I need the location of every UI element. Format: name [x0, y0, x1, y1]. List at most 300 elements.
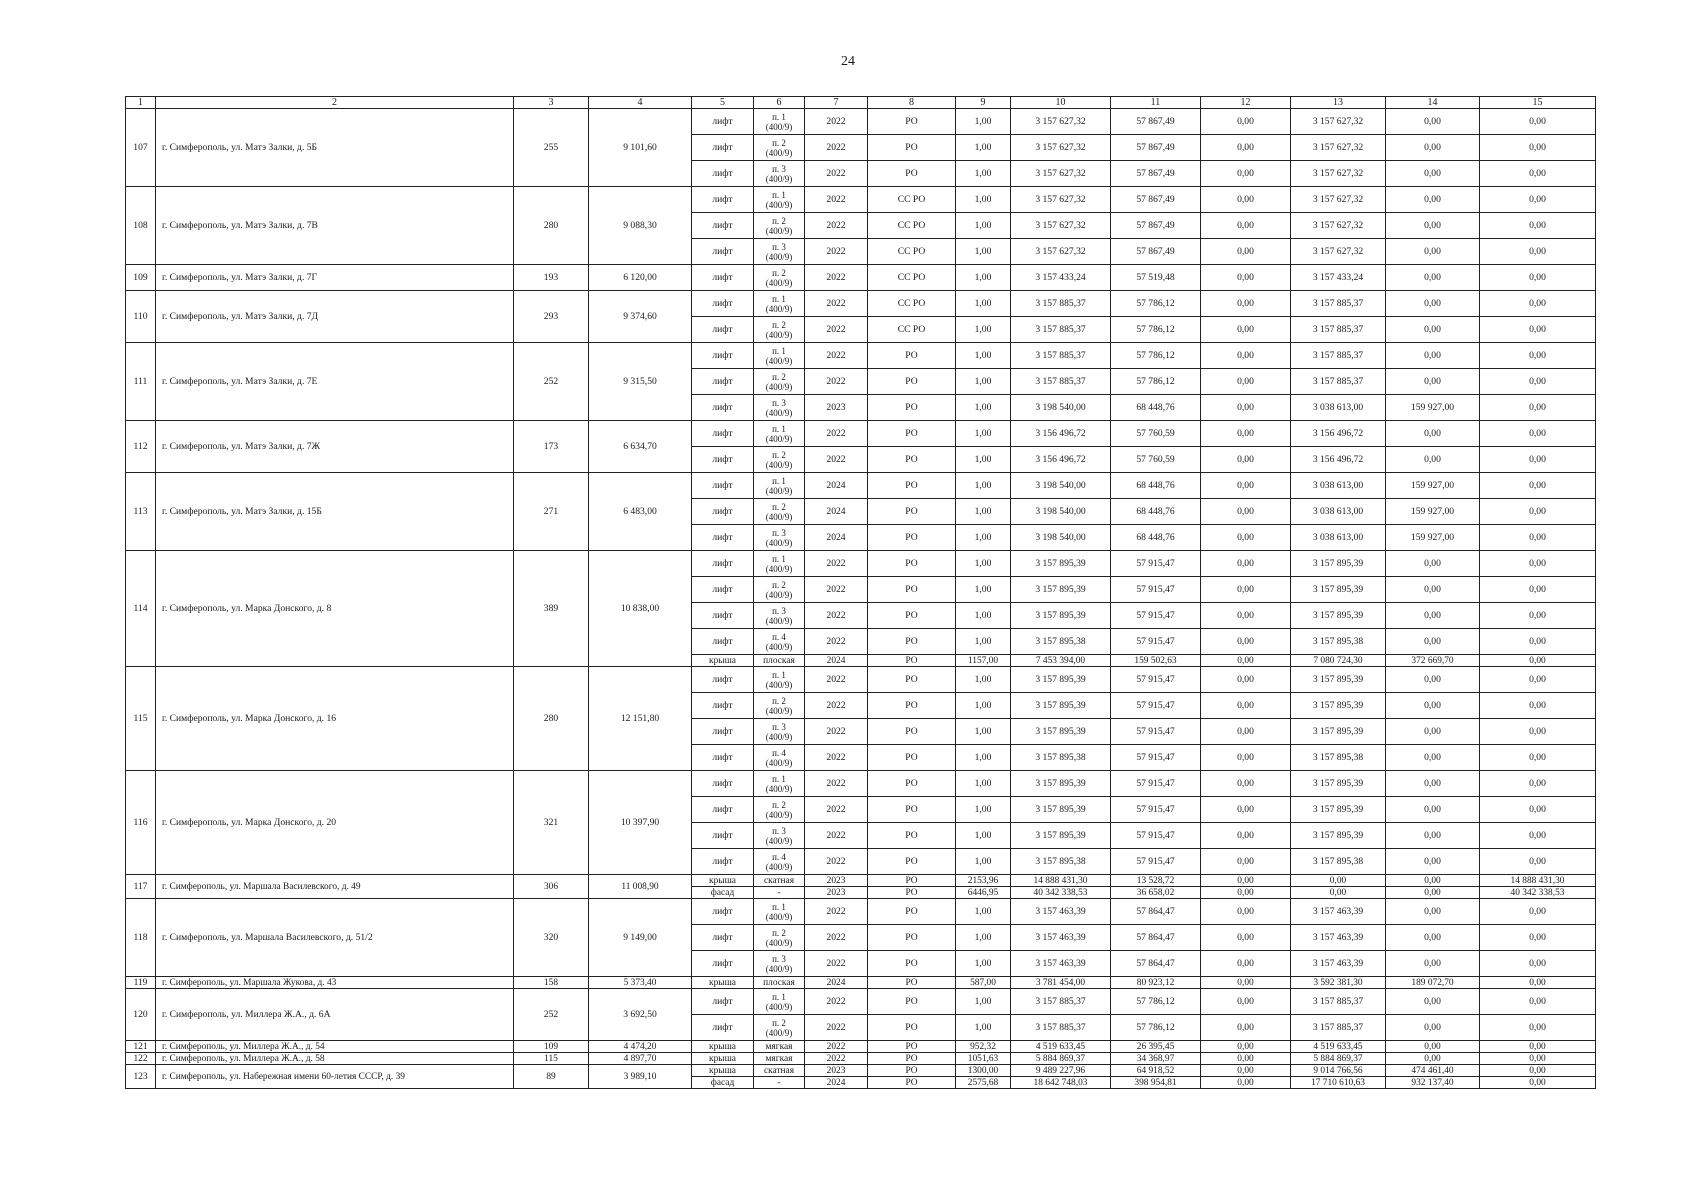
amount-cell: 0,00: [1386, 629, 1480, 655]
quantity-cell: 1,00: [956, 447, 1011, 473]
address-cell: г. Симферополь, ул. Миллера Ж.А., д. 54: [156, 1041, 514, 1053]
parameter-line: (400/9): [765, 459, 793, 470]
amount-cell: 0,00: [1480, 525, 1596, 551]
apartments-cell: 89: [514, 1065, 589, 1089]
unit-cost-cell: 57 867,49: [1111, 187, 1201, 213]
funding-source-cell: РО: [868, 887, 956, 899]
amount-cell: 0,00: [1480, 797, 1596, 823]
unit-cost-cell: 57 915,47: [1111, 745, 1201, 771]
cost-cell: 3 156 496,72: [1011, 447, 1111, 473]
cost-cell: 3 157 885,37: [1011, 317, 1111, 343]
address-cell: г. Симферополь, ул. Матэ Залки, д. 7Е: [156, 343, 514, 421]
col-header: 3: [514, 97, 589, 109]
apartments-cell: 193: [514, 265, 589, 291]
amount-cell: 0,00: [1480, 951, 1596, 977]
parameter-line: п. 3: [772, 721, 786, 732]
cost-cell: 3 157 895,39: [1011, 551, 1111, 577]
table-row: [126, 265, 1596, 291]
parameter-cell: [754, 925, 805, 951]
parameter-line: (400/9): [765, 757, 793, 768]
parameter-line: (400/9): [765, 589, 793, 600]
funding-source-cell: РО: [868, 989, 956, 1015]
parameter-line: п. 3: [772, 163, 786, 174]
parameter-cell: [754, 823, 805, 849]
funding-source-cell: РО: [868, 745, 956, 771]
amount-cell: 3 157 885,37: [1291, 291, 1386, 317]
cost-cell: 3 157 627,32: [1011, 135, 1111, 161]
amount-cell: 0,00: [1201, 989, 1291, 1015]
unit-cost-cell: 159 502,63: [1111, 655, 1201, 667]
amount-cell: 0,00: [1386, 109, 1480, 135]
work-type-cell: лифт: [692, 797, 754, 823]
parameter-line: п. 2: [772, 1017, 786, 1028]
amount-cell: 0,00: [1201, 369, 1291, 395]
unit-cost-cell: 57 915,47: [1111, 771, 1201, 797]
amount-cell: 0,00: [1480, 317, 1596, 343]
parameter-line: (400/9): [765, 911, 793, 922]
amount-cell: 3 157 433,24: [1291, 265, 1386, 291]
address-cell: г. Симферополь, ул. Матэ Залки, д. 5Б: [156, 109, 514, 187]
quantity-cell: 1,00: [956, 187, 1011, 213]
parameter-cell: [754, 875, 805, 887]
row-number-cell: 109: [126, 265, 156, 291]
address-cell: г. Симферополь, ул. Матэ Залки, д. 7Д: [156, 291, 514, 343]
apartments-cell: 293: [514, 291, 589, 343]
year-cell: 2022: [805, 951, 868, 977]
work-type-cell: крыша: [692, 655, 754, 667]
work-type-cell: лифт: [692, 1015, 754, 1041]
amount-cell: 0,00: [1386, 1041, 1480, 1053]
funding-source-cell: РО: [868, 693, 956, 719]
amount-cell: 3 157 885,37: [1291, 343, 1386, 369]
area-cell: 9 149,00: [589, 899, 692, 977]
col-header: 2: [156, 97, 514, 109]
parameter-cell: [754, 977, 805, 989]
parameter-line: п. 1: [772, 669, 786, 680]
apartments-cell: 255: [514, 109, 589, 187]
year-cell: 2024: [805, 1077, 868, 1089]
cost-cell: 3 781 454,00: [1011, 977, 1111, 989]
work-type-cell: лифт: [692, 161, 754, 187]
amount-cell: 0,00: [1480, 473, 1596, 499]
table-row: [126, 899, 1596, 925]
year-cell: 2022: [805, 369, 868, 395]
year-cell: 2022: [805, 693, 868, 719]
year-cell: 2024: [805, 473, 868, 499]
amount-cell: 0,00: [1480, 135, 1596, 161]
year-cell: 2022: [805, 447, 868, 473]
quantity-cell: 1,00: [956, 823, 1011, 849]
area-cell: 4 474,20: [589, 1041, 692, 1053]
amount-cell: 3 156 496,72: [1291, 421, 1386, 447]
work-type-cell: лифт: [692, 629, 754, 655]
row-number-cell: 115: [126, 667, 156, 771]
area-cell: 5 373,40: [589, 977, 692, 989]
work-type-cell: лифт: [692, 603, 754, 629]
amount-cell: 0,00: [1386, 823, 1480, 849]
funding-source-cell: РО: [868, 1053, 956, 1065]
amount-cell: 0,00: [1480, 1065, 1596, 1077]
quantity-cell: 1,00: [956, 395, 1011, 421]
year-cell: 2023: [805, 1065, 868, 1077]
amount-cell: 0,00: [1201, 161, 1291, 187]
unit-cost-cell: 64 918,52: [1111, 1065, 1201, 1077]
amount-cell: 3 157 627,32: [1291, 187, 1386, 213]
parameter-line: п. 4: [772, 851, 786, 862]
cost-cell: 3 157 895,38: [1011, 629, 1111, 655]
quantity-cell: 1,00: [956, 213, 1011, 239]
amount-cell: 0,00: [1386, 899, 1480, 925]
table-row: [126, 473, 1596, 499]
funding-source-cell: РО: [868, 473, 956, 499]
page-number: 24: [841, 54, 855, 69]
parameter-cell: [754, 473, 805, 499]
unit-cost-cell: 57 915,47: [1111, 719, 1201, 745]
works-table-container: [125, 96, 1595, 1089]
unit-cost-cell: 57 786,12: [1111, 343, 1201, 369]
work-type-cell: лифт: [692, 925, 754, 951]
amount-cell: 3 156 496,72: [1291, 447, 1386, 473]
row-number-cell: 114: [126, 551, 156, 667]
work-type-cell: крыша: [692, 977, 754, 989]
parameter-line: п. 4: [772, 747, 786, 758]
amount-cell: 0,00: [1386, 577, 1480, 603]
amount-cell: 0,00: [1201, 849, 1291, 875]
parameter-line: (400/9): [765, 251, 793, 262]
apartments-cell: 306: [514, 875, 589, 899]
work-type-cell: лифт: [692, 989, 754, 1015]
amount-cell: 0,00: [1386, 447, 1480, 473]
amount-cell: 0,00: [1480, 291, 1596, 317]
funding-source-cell: РО: [868, 421, 956, 447]
amount-cell: 0,00: [1480, 925, 1596, 951]
unit-cost-cell: 57 867,49: [1111, 161, 1201, 187]
parameter-line: (400/9): [765, 381, 793, 392]
cost-cell: 3 198 540,00: [1011, 473, 1111, 499]
row-number-cell: 122: [126, 1053, 156, 1065]
amount-cell: 0,00: [1386, 213, 1480, 239]
funding-source-cell: РО: [868, 899, 956, 925]
amount-cell: 0,00: [1201, 667, 1291, 693]
funding-source-cell: СС РО: [868, 291, 956, 317]
amount-cell: 0,00: [1480, 447, 1596, 473]
table-row: [126, 977, 1596, 989]
amount-cell: 0,00: [1201, 525, 1291, 551]
parameter-cell: [754, 899, 805, 925]
quantity-cell: 1,00: [956, 525, 1011, 551]
area-cell: 6 120,00: [589, 265, 692, 291]
amount-cell: 0,00: [1480, 771, 1596, 797]
unit-cost-cell: 57 786,12: [1111, 317, 1201, 343]
amount-cell: 0,00: [1386, 875, 1480, 887]
work-type-cell: фасад: [692, 1077, 754, 1089]
year-cell: 2022: [805, 1015, 868, 1041]
amount-cell: 3 157 895,38: [1291, 849, 1386, 875]
unit-cost-cell: 57 519,48: [1111, 265, 1201, 291]
table-row: [126, 667, 1596, 693]
funding-source-cell: РО: [868, 135, 956, 161]
unit-cost-cell: 57 786,12: [1111, 291, 1201, 317]
year-cell: 2022: [805, 239, 868, 265]
amount-cell: 0,00: [1291, 887, 1386, 899]
cost-cell: 3 157 895,38: [1011, 745, 1111, 771]
area-cell: 6 634,70: [589, 421, 692, 473]
parameter-line: (400/9): [765, 861, 793, 872]
unit-cost-cell: 68 448,76: [1111, 499, 1201, 525]
amount-cell: 0,00: [1480, 577, 1596, 603]
year-cell: 2022: [805, 823, 868, 849]
amount-cell: 3 592 381,30: [1291, 977, 1386, 989]
year-cell: 2022: [805, 109, 868, 135]
parameter-cell: [754, 1053, 805, 1065]
year-cell: 2022: [805, 161, 868, 187]
row-number-cell: 110: [126, 291, 156, 343]
amount-cell: 3 157 895,39: [1291, 603, 1386, 629]
amount-cell: 0,00: [1201, 875, 1291, 887]
row-number-cell: 107: [126, 109, 156, 187]
address-cell: г. Симферополь, ул. Марка Донского, д. 16: [156, 667, 514, 771]
year-cell: 2022: [805, 551, 868, 577]
funding-source-cell: РО: [868, 161, 956, 187]
quantity-cell: 1,00: [956, 265, 1011, 291]
amount-cell: 0,00: [1201, 977, 1291, 989]
year-cell: 2022: [805, 771, 868, 797]
parameter-line: (400/9): [765, 121, 793, 132]
quantity-cell: 1,00: [956, 369, 1011, 395]
parameter-cell: [754, 603, 805, 629]
amount-cell: 3 157 627,32: [1291, 109, 1386, 135]
parameter-line: плоская: [763, 655, 795, 666]
funding-source-cell: РО: [868, 1077, 956, 1089]
parameter-line: (400/9): [765, 277, 793, 288]
parameter-line: (400/9): [765, 615, 793, 626]
amount-cell: 0,00: [1480, 551, 1596, 577]
cost-cell: 9 489 227,96: [1011, 1065, 1111, 1077]
parameter-cell: [754, 745, 805, 771]
cost-cell: 3 157 885,37: [1011, 291, 1111, 317]
parameter-line: п. 1: [772, 991, 786, 1002]
table-row: [126, 1053, 1596, 1065]
parameter-line: (400/9): [765, 407, 793, 418]
quantity-cell: 1,00: [956, 771, 1011, 797]
unit-cost-cell: 57 915,47: [1111, 551, 1201, 577]
unit-cost-cell: 57 915,47: [1111, 577, 1201, 603]
year-cell: 2022: [805, 667, 868, 693]
area-cell: 9 374,60: [589, 291, 692, 343]
cost-cell: 3 157 885,37: [1011, 369, 1111, 395]
amount-cell: 0,00: [1386, 693, 1480, 719]
unit-cost-cell: 34 368,97: [1111, 1053, 1201, 1065]
cost-cell: 3 157 463,39: [1011, 925, 1111, 951]
amount-cell: 0,00: [1386, 797, 1480, 823]
funding-source-cell: СС РО: [868, 317, 956, 343]
apartments-cell: 280: [514, 667, 589, 771]
work-type-cell: лифт: [692, 447, 754, 473]
table-row: [126, 109, 1596, 135]
amount-cell: 0,00: [1201, 551, 1291, 577]
parameter-line: п. 2: [772, 501, 786, 512]
row-number-cell: 116: [126, 771, 156, 875]
amount-cell: 3 157 885,37: [1291, 989, 1386, 1015]
row-number-cell: 119: [126, 977, 156, 989]
amount-cell: 0,00: [1480, 421, 1596, 447]
funding-source-cell: РО: [868, 875, 956, 887]
amount-cell: 0,00: [1386, 265, 1480, 291]
year-cell: 2022: [805, 849, 868, 875]
unit-cost-cell: 57 760,59: [1111, 447, 1201, 473]
amount-cell: 14 888 431,30: [1480, 875, 1596, 887]
address-cell: г. Симферополь, ул. Матэ Залки, д. 7В: [156, 187, 514, 265]
col-header: 1: [126, 97, 156, 109]
parameter-line: (400/9): [765, 537, 793, 548]
parameter-line: п. 1: [772, 901, 786, 912]
cost-cell: 3 198 540,00: [1011, 499, 1111, 525]
quantity-cell: 1,00: [956, 551, 1011, 577]
col-header: 15: [1480, 97, 1596, 109]
unit-cost-cell: 57 915,47: [1111, 823, 1201, 849]
work-type-cell: лифт: [692, 239, 754, 265]
unit-cost-cell: 398 954,81: [1111, 1077, 1201, 1089]
table-row: [126, 551, 1596, 577]
work-type-cell: лифт: [692, 135, 754, 161]
parameter-line: (400/9): [765, 199, 793, 210]
unit-cost-cell: 57 915,47: [1111, 797, 1201, 823]
amount-cell: 0,00: [1480, 655, 1596, 667]
apartments-cell: 252: [514, 989, 589, 1041]
work-type-cell: лифт: [692, 771, 754, 797]
col-header: 9: [956, 97, 1011, 109]
unit-cost-cell: 57 867,49: [1111, 135, 1201, 161]
amount-cell: 0,00: [1386, 343, 1480, 369]
parameter-cell: [754, 629, 805, 655]
work-type-cell: лифт: [692, 265, 754, 291]
funding-source-cell: РО: [868, 1015, 956, 1041]
apartments-cell: 320: [514, 899, 589, 977]
amount-cell: 0,00: [1480, 849, 1596, 875]
apartments-cell: 280: [514, 187, 589, 265]
year-cell: 2022: [805, 719, 868, 745]
amount-cell: 3 038 613,00: [1291, 499, 1386, 525]
year-cell: 2022: [805, 213, 868, 239]
works-table: [125, 96, 1596, 1089]
year-cell: 2022: [805, 291, 868, 317]
cost-cell: 3 157 895,39: [1011, 771, 1111, 797]
row-number-cell: 111: [126, 343, 156, 421]
amount-cell: 0,00: [1480, 823, 1596, 849]
parameter-cell: [754, 213, 805, 239]
amount-cell: 0,00: [1201, 1077, 1291, 1089]
amount-cell: 3 157 895,39: [1291, 823, 1386, 849]
amount-cell: 3 157 463,39: [1291, 899, 1386, 925]
amount-cell: 0,00: [1480, 395, 1596, 421]
unit-cost-cell: 13 528,72: [1111, 875, 1201, 887]
parameter-line: п. 1: [772, 345, 786, 356]
work-type-cell: лифт: [692, 343, 754, 369]
funding-source-cell: РО: [868, 925, 956, 951]
amount-cell: 0,00: [1386, 421, 1480, 447]
cost-cell: 40 342 338,53: [1011, 887, 1111, 899]
apartments-cell: 158: [514, 977, 589, 989]
work-type-cell: лифт: [692, 317, 754, 343]
parameter-line: п. 1: [772, 189, 786, 200]
quantity-cell: 1051,63: [956, 1053, 1011, 1065]
work-type-cell: крыша: [692, 1053, 754, 1065]
apartments-cell: 173: [514, 421, 589, 473]
funding-source-cell: РО: [868, 629, 956, 655]
quantity-cell: 1,00: [956, 1015, 1011, 1041]
amount-cell: 0,00: [1201, 823, 1291, 849]
quantity-cell: 1,00: [956, 239, 1011, 265]
parameter-cell: [754, 343, 805, 369]
parameter-cell: [754, 577, 805, 603]
work-type-cell: лифт: [692, 525, 754, 551]
unit-cost-cell: 57 915,47: [1111, 849, 1201, 875]
parameter-cell: [754, 421, 805, 447]
amount-cell: 0,00: [1201, 265, 1291, 291]
cost-cell: 3 157 627,32: [1011, 239, 1111, 265]
area-cell: 4 897,70: [589, 1053, 692, 1065]
parameter-line: (400/9): [765, 511, 793, 522]
parameter-cell: [754, 369, 805, 395]
amount-cell: 5 884 869,37: [1291, 1053, 1386, 1065]
amount-cell: 3 038 613,00: [1291, 473, 1386, 499]
parameter-cell: [754, 291, 805, 317]
work-type-cell: лифт: [692, 693, 754, 719]
funding-source-cell: РО: [868, 447, 956, 473]
parameter-cell: [754, 161, 805, 187]
quantity-cell: 2575,68: [956, 1077, 1011, 1089]
amount-cell: 0,00: [1201, 421, 1291, 447]
parameter-cell: [754, 447, 805, 473]
amount-cell: 0,00: [1480, 977, 1596, 989]
amount-cell: 0,00: [1386, 369, 1480, 395]
funding-source-cell: СС РО: [868, 187, 956, 213]
row-number-cell: 121: [126, 1041, 156, 1053]
funding-source-cell: РО: [868, 343, 956, 369]
quantity-cell: 2153,96: [956, 875, 1011, 887]
col-header: 13: [1291, 97, 1386, 109]
cost-cell: 3 157 885,37: [1011, 1015, 1111, 1041]
parameter-line: (400/9): [765, 679, 793, 690]
row-number-cell: 120: [126, 989, 156, 1041]
work-type-cell: лифт: [692, 823, 754, 849]
amount-cell: 0,00: [1386, 887, 1480, 899]
cost-cell: 3 157 895,39: [1011, 719, 1111, 745]
parameter-line: п. 2: [772, 137, 786, 148]
amount-cell: 3 157 895,38: [1291, 629, 1386, 655]
amount-cell: 7 080 724,30: [1291, 655, 1386, 667]
cost-cell: 5 884 869,37: [1011, 1053, 1111, 1065]
cost-cell: 3 157 627,32: [1011, 109, 1111, 135]
amount-cell: 0,00: [1201, 745, 1291, 771]
parameter-line: п. 2: [772, 215, 786, 226]
year-cell: 2022: [805, 265, 868, 291]
parameter-line: п. 3: [772, 527, 786, 538]
parameter-line: п. 4: [772, 631, 786, 642]
quantity-cell: 1,00: [956, 291, 1011, 317]
funding-source-cell: РО: [868, 771, 956, 797]
work-type-cell: лифт: [692, 745, 754, 771]
amount-cell: 0,00: [1480, 629, 1596, 655]
funding-source-cell: РО: [868, 577, 956, 603]
year-cell: 2024: [805, 499, 868, 525]
col-header: 8: [868, 97, 956, 109]
work-type-cell: лифт: [692, 499, 754, 525]
amount-cell: 932 137,40: [1386, 1077, 1480, 1089]
table-row: [126, 421, 1596, 447]
amount-cell: 3 157 627,32: [1291, 239, 1386, 265]
area-cell: 9 315,50: [589, 343, 692, 421]
